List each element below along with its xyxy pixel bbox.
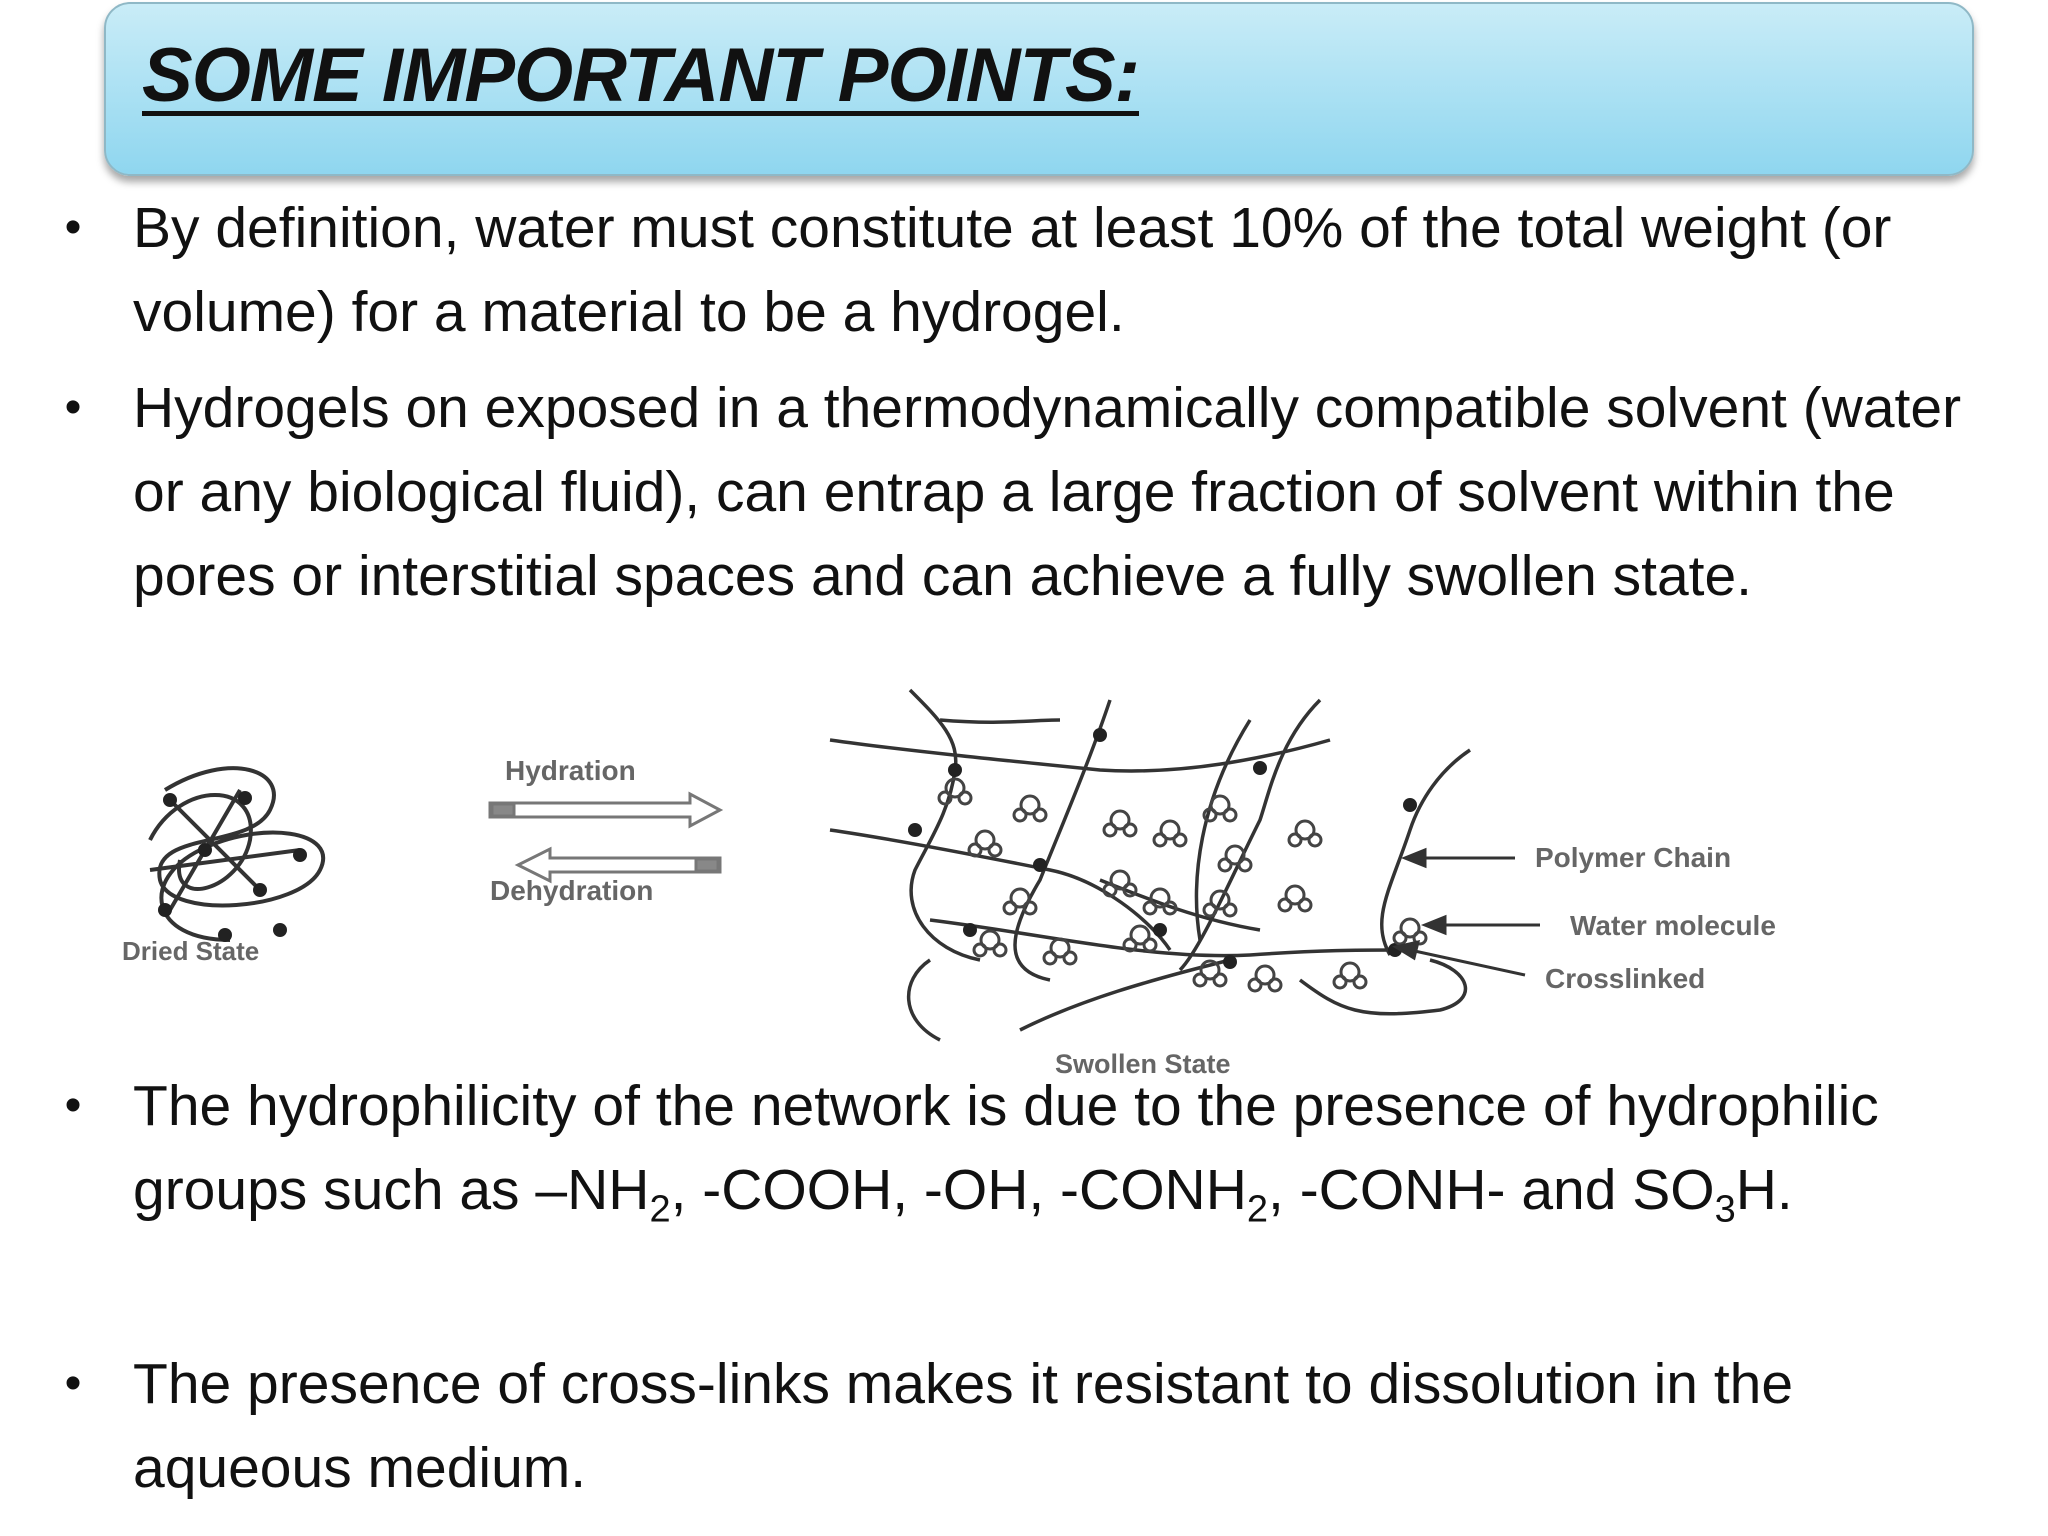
bullet-dot-icon: •: [64, 1357, 82, 1410]
bullet-text: By definition, water must constitute at least 10% of the total weight (or volume) for a material to be a hydrogel.: [133, 196, 1892, 344]
bullet-text: The presence of cross-links makes it resistant to dissolution in the aqueous medium.: [133, 1352, 1794, 1500]
title-banner: [104, 2, 1974, 176]
dried-state-label: Dried State: [122, 936, 260, 966]
water-molecule-label: Water molecule: [1570, 910, 1776, 941]
dehydration-label: Dehydration: [490, 875, 654, 906]
water-molecule-icons: [939, 779, 1426, 991]
swollen-state-label: Swollen State: [1055, 1049, 1231, 1079]
polymer-chain-label: Polymer Chain: [1535, 842, 1732, 873]
slide-title: SOME IMPORTANT POINTS:: [142, 33, 1139, 118]
bullet-dot-icon: •: [64, 1079, 82, 1132]
bullet-item: [64, 366, 1993, 618]
pointer-arrows: [1396, 850, 1540, 975]
hydration-label: Hydration: [505, 755, 636, 786]
hydration-arrow-icon: [490, 794, 720, 826]
swollen-network: [830, 690, 1470, 1040]
bullet-text: The hydrophilicity of the network is due to the presence of hydrophilic groups such as $-NH_2$, -COOH, -OH, $-CONH_2$, -CONH- and $SO_3H$.: [133, 1074, 1879, 1231]
crosslinked-label: Crosslinked: [1545, 963, 1706, 994]
hydrogel-diagram: [0, 680, 2048, 1080]
bullet-text: Hydrogels on exposed in a thermodynamically compatible solvent (water or any biological fluid), can entrap a large fraction of solvent within the pores or interstitial spaces and can achieve a fully swollen state.: [133, 376, 1962, 608]
bullet-dot-icon: •: [64, 381, 82, 434]
bullet-dot-icon: •: [64, 201, 82, 254]
bullet-item: [64, 1342, 1993, 1510]
bullet-item: [64, 186, 1993, 354]
bullet-item: [64, 1064, 1993, 1232]
